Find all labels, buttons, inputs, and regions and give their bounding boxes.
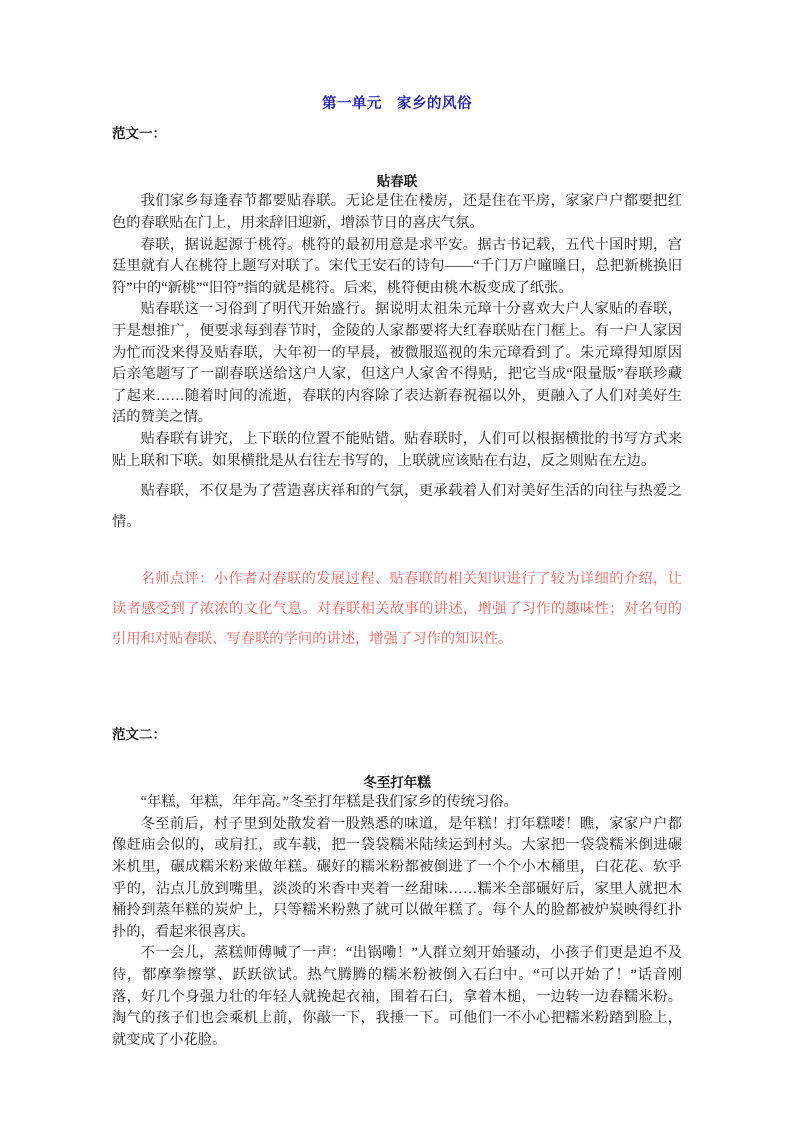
closing-paragraph: 贴春联，不仅是为了营造喜庆祥和的气氛，更承载着人们对美好生活的向往与热爱之情。 <box>112 483 682 531</box>
document-content <box>112 0 682 1051</box>
sample-label-one: 范文一： <box>112 126 166 142</box>
essay-title-one: 贴春联 <box>376 173 418 189</box>
paragraph: 冬至前后，村子里到处散发着一股熟悉的味道，是年糕！打年糕喽！瞧，家家户户都像赶庙会似的，或肩扛，或车载，把一袋袋糯米陆续运到村头。大家把一袋袋糯米倒进碾米机里，碾成糯米粉来做年糕。碾好的糯米粉都被倒进了一个个小木桶里，白花花、软乎乎的，沾点儿放到嘴里，淡淡的米香中夹着一丝甜味……糯米全部碾好后，家里人就把木桶拎到蒸年糕的炭炉上，只等糯米粉熟了就可以做年糕了。每个人的脸都被炉炭映得红扑扑的，看起来很喜庆。 <box>112 815 682 940</box>
paragraph: 贴春联这一习俗到了明代开始盛行。据说明太祖朱元璋十分喜欢大户人家贴的春联，于是想推广，便要求每到春节时，金陵的人家都要将大红春联贴在门框上。有一户人家因为忙而没来得及贴春联，大年初一的早晨，被微服巡视的朱元璋看到了。朱元璋得知原因后亲笔题写了一副春联送给这户人家，但这户人家舍不得贴，把它当成“限量版”春联珍藏了起来……随着时间的流逝，春联的内容除了表达新春祝福以外，更融入了人们对美好生活的赞美之情。 <box>112 301 682 426</box>
paragraph: “年糕，年糕，年年高。”冬至打年糕是我们家乡的传统习俗。 <box>140 794 518 811</box>
spacer <box>112 538 682 564</box>
paragraph: 贴春联有讲究，上下联的位置不能贴错。贴春联时，人们可以根据横批的书写方式来贴上联和下联。如果横批是从右往左书写的，上联就应该贴在右边，反之则贴在左边。 <box>112 431 682 469</box>
paragraph: 不一会儿，蒸糕师傅喊了一声：“出锅嘞！”人群立刻开始骚动，小孩子们更是迫不及待，都摩拳擦掌、跃跃欲试。热气腾腾的糯米粉被倒入石臼中。“可以开始了！”话音刚落，好几个身强力壮的年轻人就挽起衣袖，围着石臼，拿着木槌，一边转一边舂糯米粉。淘气的孩子们也会乘机上前，你敲一下，我捶一下。可他们一不小心把糯米粉踏到脸上，就变成了小花脸。 <box>112 945 682 1048</box>
unit-title: 第一单元 家乡的风俗 <box>322 96 472 112</box>
sample-label-two: 范文二： <box>112 727 166 743</box>
spacer <box>112 654 682 714</box>
teacher-comment: 名师点评：小作者对春联的发展过程、贴春联的相关知识进行了较为详细的介绍，让读者感受到了浓浓的文化气息。对春联相关故事的讲述，增强了习作的趣味性；对名句的引用和对贴春联、写春联的学问的讲述，增强了习作的知识性。 <box>112 571 682 648</box>
paragraph: 春联，据说起源于桃符。桃符的最初用意是求平安。据古书记载，五代十国时期，宫廷里就有人在桃符上题写对联了。宋代王安石的诗句——“千门万户曈曈日，总把新桃换旧符”中的“新桃”“旧符”指的就是桃符。后来，桃符便由桃木板变成了纸张。 <box>112 236 682 296</box>
paragraph: 我们家乡每逢春节都要贴春联。无论是住在楼房，还是住在平房，家家户户都要把红色的春联贴在门上，用来辞旧迎新，增添节日的喜庆气氛。 <box>112 193 682 232</box>
essay-title-two: 冬至打年糕 <box>363 774 431 790</box>
